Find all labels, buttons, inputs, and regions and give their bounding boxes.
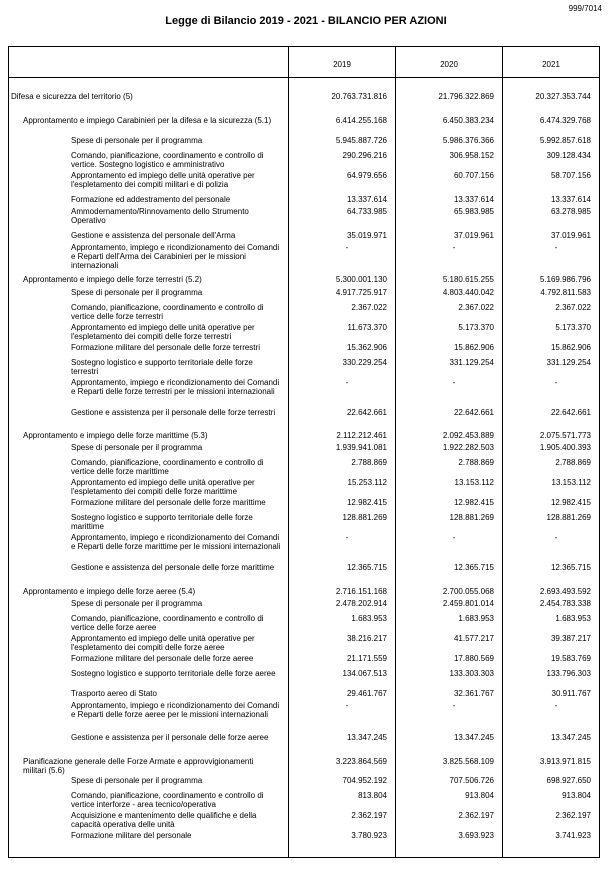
value-2020: 133.303.303 bbox=[449, 669, 494, 678]
value-2021: 30.911.767 bbox=[551, 689, 591, 698]
value-2019: - bbox=[345, 378, 349, 387]
value-2021: 13.153.112 bbox=[551, 478, 591, 487]
row-label: Approntamento e impiego delle forze aeree (5.4) bbox=[23, 587, 196, 596]
value-2019: 13.347.245 bbox=[346, 733, 387, 742]
row-label: Spese di personale per il programma bbox=[71, 599, 203, 608]
row-label: Approntamento, impiego e ricondizionamento dei Comandi e Reparti delle forze terrestri per le missioni internazionali bbox=[71, 378, 280, 396]
value-2019: 21.171.559 bbox=[346, 654, 387, 663]
value-2020: - bbox=[452, 378, 456, 387]
value-2021: 13.347.245 bbox=[550, 733, 591, 742]
value-2019: 2.788.869 bbox=[351, 458, 387, 467]
row-label: Ammodernamento/Rinnovamento dello Strumento Operativo bbox=[71, 207, 249, 225]
value-2020: 3.693.923 bbox=[458, 831, 494, 840]
value-2020: 13.153.112 bbox=[454, 478, 494, 487]
value-2021: 133.796.303 bbox=[546, 669, 591, 678]
value-2019: 20.763.731.816 bbox=[331, 92, 387, 101]
value-2021: 12.365.715 bbox=[550, 563, 591, 572]
value-2020: 1.683.953 bbox=[458, 614, 494, 623]
row-label: Trasporto aereo di Stato bbox=[71, 689, 157, 698]
value-2021: 39.387.217 bbox=[550, 634, 591, 643]
value-2021: 20.327.353.744 bbox=[535, 92, 591, 101]
value-2021: 13.337.614 bbox=[550, 195, 591, 204]
row-label: Gestione e assistenza del personale dell'Arma bbox=[71, 231, 236, 240]
value-2020: 707.506.726 bbox=[449, 776, 494, 785]
value-2020: 32.361.767 bbox=[453, 689, 494, 698]
value-2021: 19.583.769 bbox=[550, 654, 591, 663]
value-2019: 3.223.864.569 bbox=[335, 757, 387, 766]
value-2020: 306.958.152 bbox=[449, 151, 494, 160]
row-label: Gestione e assistenza per il personale delle forze aeree bbox=[71, 733, 269, 742]
row-label: Formazione militare del personale delle forze terrestri bbox=[71, 343, 260, 352]
value-2021: - bbox=[554, 243, 558, 252]
row-label: Formazione militare del personale delle forze aeree bbox=[71, 654, 254, 663]
value-2020: - bbox=[452, 533, 456, 542]
value-2020: 15.862.906 bbox=[453, 343, 494, 352]
value-2020: 2.788.869 bbox=[458, 458, 494, 467]
value-2021: - bbox=[554, 533, 558, 542]
page-title: Legge di Bilancio 2019 - 2021 - BILANCIO PER AZIONI bbox=[165, 15, 447, 27]
row-label: Pianificazione generale delle Forze Armate e approvvigionamenti militari (5.6) bbox=[23, 757, 254, 775]
row-label: Acquisizione e mantenimento delle qualifiche e della capacità operativa delle unità bbox=[71, 811, 257, 829]
value-2019: 15.253.112 bbox=[347, 478, 387, 487]
value-2021: 12.982.415 bbox=[550, 498, 591, 507]
value-2021: - bbox=[554, 378, 558, 387]
value-2021: - bbox=[554, 701, 558, 710]
value-2020: 65.983.985 bbox=[453, 207, 494, 216]
value-2021: 58.707.156 bbox=[550, 171, 591, 180]
value-2019: 4.917.725.917 bbox=[335, 288, 387, 297]
value-2019: 12.365.715 bbox=[346, 563, 387, 572]
value-2021: 5.992.857.618 bbox=[539, 136, 591, 145]
value-2020: 21.796.322.869 bbox=[438, 92, 494, 101]
value-2020: 5.180.615.255 bbox=[442, 275, 494, 284]
budget-table bbox=[8, 46, 600, 858]
row-label: Approntamento, impiego e ricondizionamento dei Comandi e Reparti delle forze marittime per le missioni internazionali bbox=[71, 533, 281, 551]
value-2020: 2.700.055.068 bbox=[442, 587, 494, 596]
value-2019: 13.337.614 bbox=[346, 195, 387, 204]
year-header-2020: 2020 bbox=[440, 60, 458, 69]
row-label: Approntamento ed impiego delle unità operative per l'espletamento dei compiti militari e di polizia bbox=[71, 171, 255, 189]
value-2021: 2.362.197 bbox=[555, 811, 591, 820]
value-2020: 2.362.197 bbox=[458, 811, 494, 820]
value-2019: 64.979.656 bbox=[346, 171, 387, 180]
value-2019: 2.362.197 bbox=[351, 811, 387, 820]
value-2021: 1.905.400.393 bbox=[539, 443, 591, 452]
value-2019: 2.112.212.461 bbox=[336, 431, 387, 440]
value-2020: 1.922.282.503 bbox=[442, 443, 494, 452]
row-label: Gestione e assistenza del personale delle forze marittime bbox=[71, 563, 275, 572]
value-2020: 2.367.022 bbox=[458, 303, 494, 312]
value-2021: 3.741.923 bbox=[555, 831, 591, 840]
value-2019: 22.642.661 bbox=[346, 408, 387, 417]
value-2020: 331.129.254 bbox=[449, 358, 494, 367]
value-2021: 15.862.906 bbox=[550, 343, 591, 352]
row-label: Comando, pianificazione, coordinamento e controllo di vertice interforze - area tecnico/operativa bbox=[71, 791, 264, 809]
value-2020: 60.707.156 bbox=[453, 171, 494, 180]
row-label: Spese di personale per il programma bbox=[71, 443, 203, 452]
row-label: Formazione ed addestramento del personale bbox=[71, 195, 231, 204]
value-2019: 3.780.923 bbox=[351, 831, 387, 840]
value-2019: 38.216.217 bbox=[346, 634, 387, 643]
value-2021: 913.804 bbox=[562, 791, 591, 800]
value-2019: 5.945.887.726 bbox=[335, 136, 387, 145]
row-label: Comando, pianificazione, coordinamento e controllo di vertice delle forze aeree bbox=[71, 614, 264, 632]
value-2019: 64.733.985 bbox=[346, 207, 387, 216]
value-2020: 37.019.961 bbox=[453, 231, 494, 240]
value-2020: 12.365.715 bbox=[453, 563, 494, 572]
value-2019: 15.362.906 bbox=[346, 343, 387, 352]
value-2021: 3.913.971.815 bbox=[539, 757, 591, 766]
row-label: Comando, pianificazione, coordinamento e controllo di vertice. Sostegno logistico e amministrativo bbox=[71, 151, 264, 169]
row-label: Approntamento e impiego delle forze marittime (5.3) bbox=[23, 431, 208, 440]
value-2019: 128.881.269 bbox=[342, 513, 387, 522]
row-label: Sostegno logistico e supporto territoriale delle forze marittime bbox=[71, 513, 253, 531]
value-2019: 5.300.001.130 bbox=[335, 275, 387, 284]
value-2019: 704.952.192 bbox=[342, 776, 387, 785]
row-label: Sostegno logistico e supporto territoriale delle forze terrestri bbox=[71, 358, 253, 376]
row-label: Approntamento ed impiego delle unità operative per l'espletamento dei compiti delle forze terrestri bbox=[71, 323, 255, 341]
value-2020: 5.173.370 bbox=[458, 323, 494, 332]
value-2020: 12.982.415 bbox=[453, 498, 494, 507]
row-label: Comando, pianificazione, coordinamento e controllo di vertice delle forze terrestri bbox=[71, 303, 264, 321]
value-2019: 813.804 bbox=[358, 791, 387, 800]
row-label: Approntamento ed impiego delle unità operative per l'espletamento dei compiti delle forze aeree bbox=[71, 634, 255, 652]
value-2019: 29.461.767 bbox=[346, 689, 387, 698]
value-2021: 309.128.434 bbox=[546, 151, 591, 160]
value-2019: 290.296.216 bbox=[342, 151, 387, 160]
row-label: Approntamento, impiego e ricondizionamento dei Comandi e Reparti dell'Arma dei Carabinieri per le missioni internazionali bbox=[71, 243, 280, 270]
value-2019: 330.229.254 bbox=[342, 358, 387, 367]
row-label: Comando, pianificazione, coordinamento e controllo di vertice delle forze marittime bbox=[71, 458, 264, 476]
row-label: Spese di personale per il programma bbox=[71, 776, 203, 785]
value-2020: 2.459.801.014 bbox=[442, 599, 494, 608]
value-2020: 41.577.217 bbox=[453, 634, 494, 643]
value-2020: 22.642.661 bbox=[453, 408, 494, 417]
value-2021: 2.788.869 bbox=[555, 458, 591, 467]
value-2020: 3.825.568.109 bbox=[442, 757, 494, 766]
value-2020: 6.450.383.234 bbox=[442, 116, 494, 125]
value-2021: 6.474.329.768 bbox=[539, 116, 591, 125]
row-label: Formazione militare del personale bbox=[71, 831, 192, 840]
row-label: Sostegno logistico e supporto territoriale delle forze aeree bbox=[71, 669, 276, 678]
value-2020: 13.337.614 bbox=[453, 195, 494, 204]
value-2019: 2.367.022 bbox=[351, 303, 387, 312]
value-2021: 2.367.022 bbox=[555, 303, 591, 312]
value-2021: 22.642.661 bbox=[550, 408, 591, 417]
value-2021: 2.075.571.773 bbox=[539, 431, 591, 440]
value-2021: 37.019.961 bbox=[550, 231, 591, 240]
value-2019: - bbox=[345, 243, 349, 252]
value-2021: 5.169.986.796 bbox=[539, 275, 591, 284]
row-label: Spese di personale per il programma bbox=[71, 288, 203, 297]
year-header-2021: 2021 bbox=[542, 60, 560, 69]
value-2019: 6.414.255.168 bbox=[335, 116, 387, 125]
value-2019: 134.067.513 bbox=[342, 669, 387, 678]
value-2019: - bbox=[345, 533, 349, 542]
value-2020: 5.986.376.366 bbox=[442, 136, 494, 145]
value-2021: 331.129.254 bbox=[546, 358, 591, 367]
value-2019: 12.982.415 bbox=[346, 498, 387, 507]
value-2019: 2.716.151.168 bbox=[335, 587, 387, 596]
value-2020: 13.347.245 bbox=[453, 733, 494, 742]
value-2021: 2.454.783.338 bbox=[539, 599, 591, 608]
year-header-2019: 2019 bbox=[333, 60, 351, 69]
value-2021: 63.278.985 bbox=[550, 207, 591, 216]
value-2019: 11.673.370 bbox=[347, 323, 387, 332]
value-2020: - bbox=[452, 701, 456, 710]
value-2019: 2.478.202.914 bbox=[335, 599, 387, 608]
row-label: Formazione militare del personale delle forze marittime bbox=[71, 498, 266, 507]
document-number: 999/7014 bbox=[568, 4, 602, 13]
value-2020: 4.803.440.042 bbox=[442, 288, 494, 297]
row-label: Spese di personale per il programma bbox=[71, 136, 203, 145]
row-label: Gestione e assistenza per il personale delle forze terrestri bbox=[71, 408, 276, 417]
header-divider bbox=[9, 77, 599, 78]
value-2019: - bbox=[345, 701, 349, 710]
row-label: Difesa e sicurezza del territorio (5) bbox=[11, 92, 133, 101]
value-2020: 17.880.569 bbox=[453, 654, 494, 663]
row-label: Approntamento, impiego e ricondizionamento dei Comandi e Reparti delle forze aeree per le missioni internazionali bbox=[71, 701, 280, 719]
value-2021: 1.683.953 bbox=[555, 614, 591, 623]
value-2020: - bbox=[452, 243, 456, 252]
row-label: Approntamento e impiego Carabinieri per la difesa e la sicurezza (5.1) bbox=[23, 116, 272, 125]
value-2021: 128.881.269 bbox=[546, 513, 591, 522]
value-2020: 913.804 bbox=[465, 791, 494, 800]
value-2019: 1.683.953 bbox=[351, 614, 387, 623]
row-label: Approntamento ed impiego delle unità operative per l'espletamento dei compiti delle forze marittime bbox=[71, 478, 255, 496]
value-2021: 698.927.650 bbox=[546, 776, 591, 785]
value-2019: 35.019.971 bbox=[346, 231, 387, 240]
value-2020: 128.881.269 bbox=[449, 513, 494, 522]
value-2021: 4.792.811.583 bbox=[540, 288, 591, 297]
value-2020: 2.092.453.889 bbox=[442, 431, 494, 440]
value-2021: 5.173.370 bbox=[555, 323, 591, 332]
value-2021: 2.693.493.592 bbox=[539, 587, 591, 596]
value-2019: 1.939.941.081 bbox=[335, 443, 387, 452]
row-label: Approntamento e impiego delle forze terrestri (5.2) bbox=[23, 275, 202, 284]
